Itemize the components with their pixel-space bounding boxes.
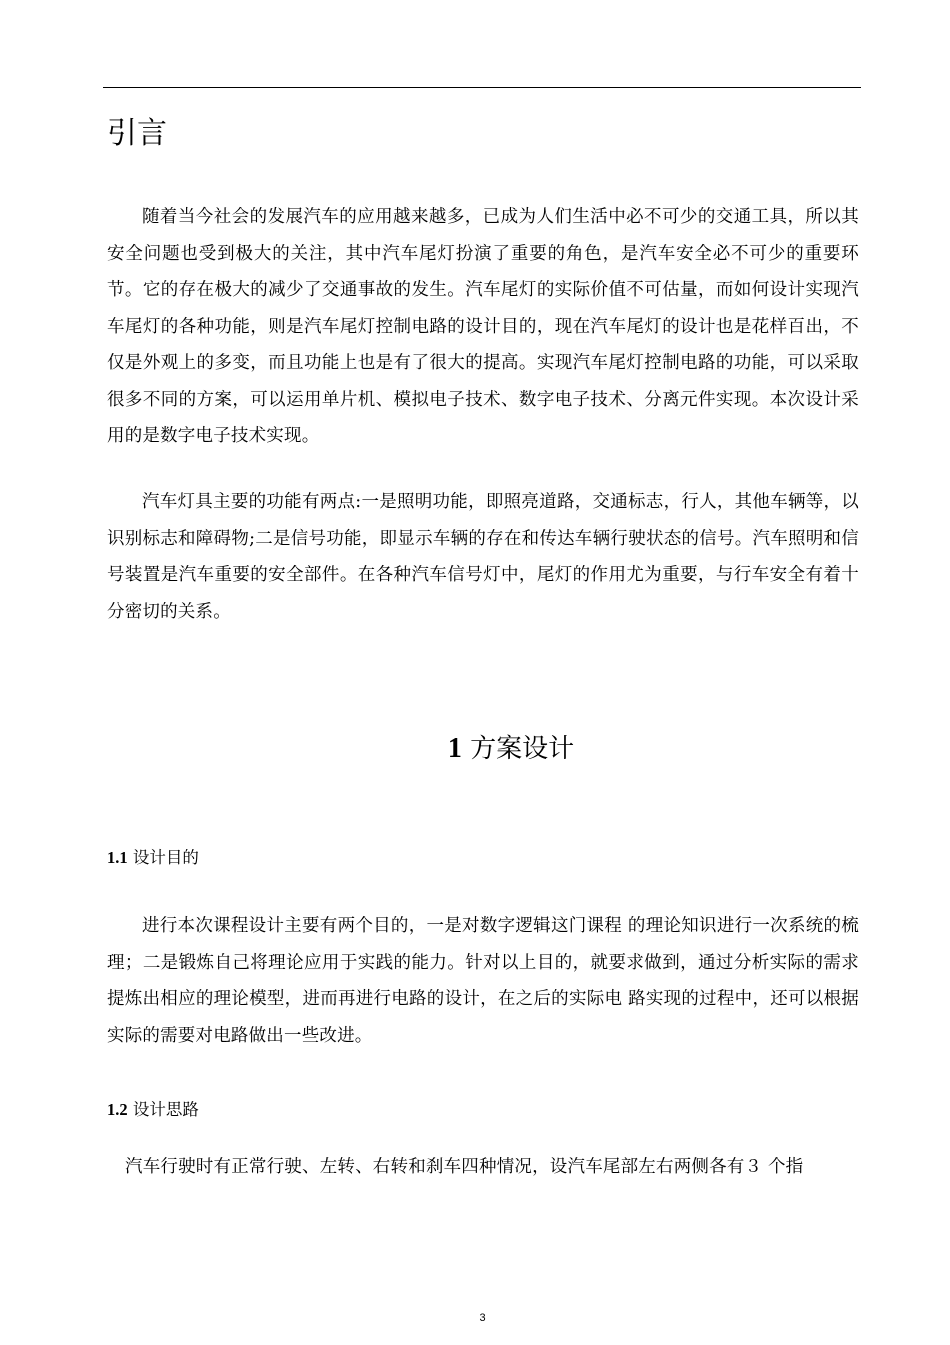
section-1-2-paragraph: 汽车行驶时有正常行驶、左转、右转和刹车四种情况，设汽车尾部左右两侧各有３ 个指 [125,1157,804,1177]
section-number: 1.2 [107,1100,128,1119]
chapter-title-text: 方案设计 [470,734,575,764]
intro-title: 引言 [107,116,167,151]
section-title-1-1 [107,845,199,871]
section-title-text: 设计目的 [132,848,199,867]
header-rule [103,87,861,88]
page-number: 3 [479,1312,486,1324]
chapter-number: 1 [447,733,462,764]
intro-paragraph-1: 随着当今社会的发展汽车的应用越来越多，已成为人们生活中必不可少的交通工具，所以其安全问题也受到极大的关注，其中汽车尾灯扮演了重要的角色，是汽车安全必不可少的重要环节。它的存在极大的减少了交通事故的发生。汽车尾灯的实际价值不可估量，而如何设计实现汽车尾灯的各种功能，则是汽车尾灯控制电路的设计目的，现在汽车尾灯的设计也是花样百出，不仅是外观上的多变，而且功能上也是有了很大的提高。实现汽车尾灯控制电路的功能，可以采取很多不同的方案，可以运用单片机、模拟电子技术、数字电子技术、分离元件实现。本次设计采用的是数字电子技术实现。 [107,207,859,446]
section-1-1-paragraph: 进行本次课程设计主要有两个目的，一是对数字逻辑这门课程 的理论知识进行一次系统的梳理；二是锻炼自己将理论应用于实践的能力。针对以上目的，就要求做到，通过分析实际的需求提炼出相应的理论模型，进而再进行电路的设计，在之后的实际电 路实现的过程中，还可以根据实际的需要对电路做出一些改进。 [107,916,859,1046]
section-title-1-2 [107,1097,199,1123]
intro-paragraph-2: 汽车灯具主要的功能有两点:一是照明功能，即照亮道路，交通标志，行人，其他车辆等，以识别标志和障碍物;二是信号功能，即显示车辆的存在和传达车辆行驶状态的信号。汽车照明和信号装置是汽车重要的安全部件。在各种汽车信号灯中，尾灯的作用尤为重要，与行车安全有着十分密切的关系。 [107,492,859,622]
section-number: 1.1 [107,848,128,867]
section-title-text: 设计思路 [132,1100,199,1119]
chapter-title [0,726,950,772]
